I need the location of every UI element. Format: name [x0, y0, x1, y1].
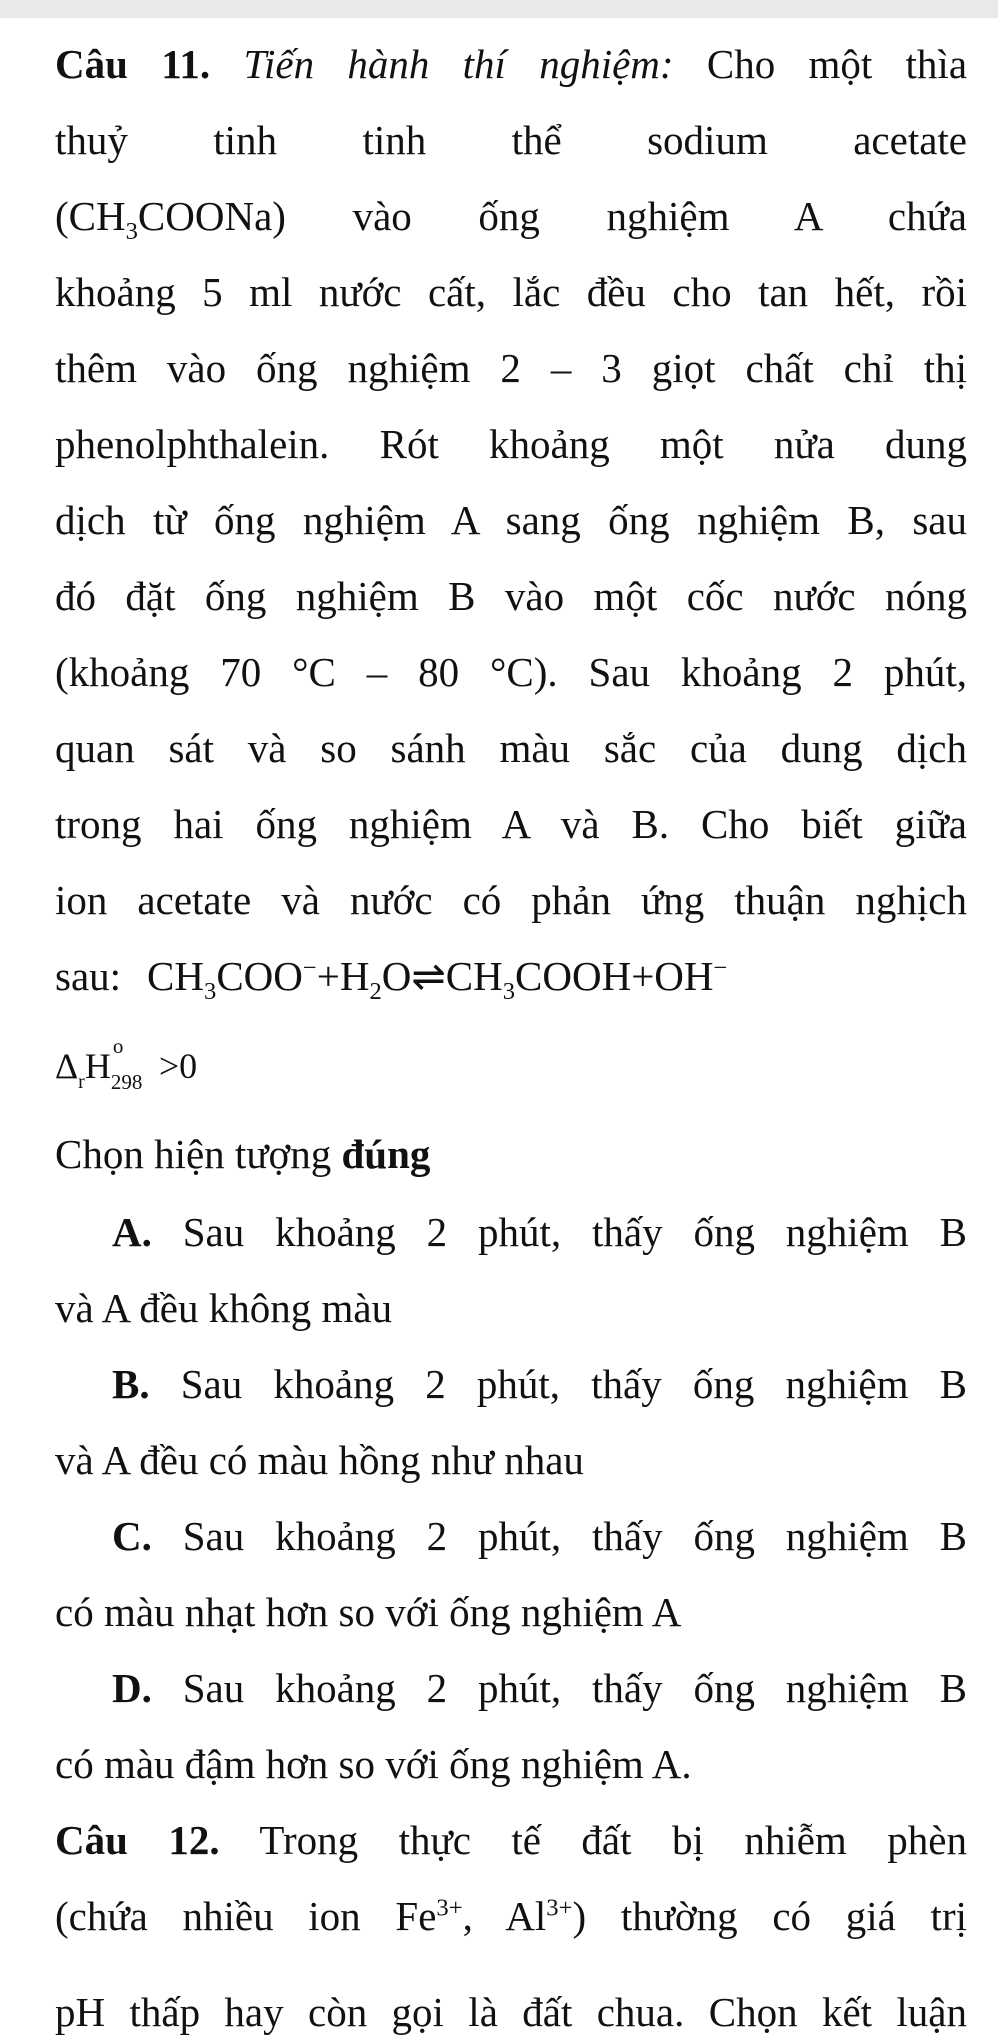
q11-line-9: (khoảng 70 °C – 80 °C). Sau khoảng 2 phút,	[55, 649, 967, 695]
eq-sub: 2	[369, 978, 382, 1006]
text-part: (chứa nhiều ion Fe	[55, 1893, 437, 1939]
option-text: Sau khoảng 2 phút, thấy ống nghiệm B	[182, 1209, 967, 1255]
equation-label: sau:	[55, 953, 122, 999]
q11-line-2: thuỷ tinh tinh thể sodium acetate	[55, 117, 967, 163]
q11-line-8: đó đặt ống nghiệm B vào một cốc nước nóng	[55, 573, 967, 619]
q11-line-5: thêm vào ống nghiệm 2 – 3 giọt chất chỉ thị	[55, 345, 967, 391]
eq-sup: −	[302, 954, 317, 982]
eq-sub: 3	[204, 978, 217, 1006]
ion-charge: 3+	[546, 1894, 573, 1922]
enthalpy-expression	[55, 1016, 197, 1122]
option-c-line-2: có màu nhạt hơn so với ống nghiệm A	[55, 1589, 682, 1635]
text-line: Trong thực tế đất bị nhiễm phèn	[259, 1817, 967, 1863]
prompt-line	[55, 1114, 967, 1194]
text-part: , Al	[462, 1893, 547, 1939]
q12-line-2	[55, 1878, 967, 1954]
equation-line	[55, 938, 967, 1014]
q12-line-1	[55, 1802, 967, 1878]
option-a-line-1	[55, 1194, 967, 1270]
formula-rest: vào ống nghiệm A chứa	[352, 193, 967, 239]
option-text: Sau khoảng 2 phút, thấy ống nghiệm B	[182, 1665, 967, 1711]
option-letter: B.	[112, 1361, 150, 1407]
text-part: ) thường có giá trị	[572, 1893, 967, 1939]
option-letter: C.	[112, 1513, 152, 1559]
q11-line-12: ion acetate và nước có phản ứng thuận nghịch	[55, 877, 967, 923]
option-letter: D.	[112, 1665, 152, 1711]
enthalpy-compare: >0	[158, 1046, 198, 1086]
q11-line-4: khoảng 5 ml nước cất, lắc đều cho tan hết, rồi	[55, 269, 967, 315]
q11-line-7: dịch từ ống nghiệm A sang ống nghiệm B, sau	[55, 497, 967, 543]
formula-mid: COONa)	[137, 193, 286, 239]
eq-part: +H	[316, 953, 370, 999]
option-d-line-1	[55, 1650, 967, 1726]
question-number: Câu 11.	[55, 41, 211, 87]
eq-sub: 3	[502, 978, 516, 1006]
cut-off-line	[55, 1990, 967, 2035]
enthalpy-subscript-r: r	[78, 1071, 85, 1093]
option-text: Sau khoảng 2 phút, thấy ống nghiệm B	[180, 1361, 967, 1407]
chemical-equation	[147, 953, 728, 1006]
option-c-line-1	[55, 1498, 967, 1574]
enthalpy-temp: 298	[110, 1069, 143, 1094]
option-b-line-2: và A đều có màu hồng như nhau	[55, 1437, 584, 1483]
formula-sub: 3	[125, 218, 138, 246]
document-page	[55, 26, 967, 1954]
q11-line-3	[55, 178, 967, 254]
top-bar	[0, 0, 998, 18]
q11-line-11: trong hai ống nghiệm A và B. Cho biết giữa	[55, 801, 967, 847]
q11-line-10: quan sát và so sánh màu sắc của dung dịch	[55, 725, 967, 771]
formula-open: (CH	[55, 193, 126, 239]
question-number: Câu 12.	[55, 1817, 220, 1863]
option-a-line-2: và A đều không màu	[55, 1285, 393, 1331]
q11-line-1	[55, 26, 967, 102]
option-b-line-1	[55, 1346, 967, 1422]
eq-part: CH	[147, 953, 205, 999]
q11-line-6: phenolphthalein. Rót khoảng một nửa dung	[55, 421, 967, 467]
eq-sup: −	[713, 954, 728, 982]
prompt-bold: đúng	[341, 1131, 431, 1177]
option-letter: A.	[112, 1209, 152, 1255]
enthalpy-h: H	[84, 1046, 111, 1086]
option-d-line-2: có màu đậm hơn so với ống nghiệm A.	[55, 1741, 692, 1787]
eq-part: COOH+OH	[515, 953, 714, 999]
eq-part: COO	[216, 953, 303, 999]
question-intro: Tiến hành thí nghiệm:	[243, 41, 674, 87]
prompt-text: Chọn hiện tượng	[55, 1131, 332, 1177]
eq-part: O⇌CH	[381, 953, 503, 999]
enthalpy-degree: o	[112, 1033, 124, 1058]
q12-line-3: pH thấp hay còn gọi là đất chua. Chọn kết luận	[55, 1990, 967, 2035]
text-line: Cho một thìa	[706, 41, 968, 87]
ion-charge: 3+	[436, 1894, 463, 1922]
option-text: Sau khoảng 2 phút, thấy ống nghiệm B	[182, 1513, 967, 1559]
enthalpy-line	[55, 1014, 967, 1114]
delta-symbol: Δ	[55, 1046, 79, 1086]
